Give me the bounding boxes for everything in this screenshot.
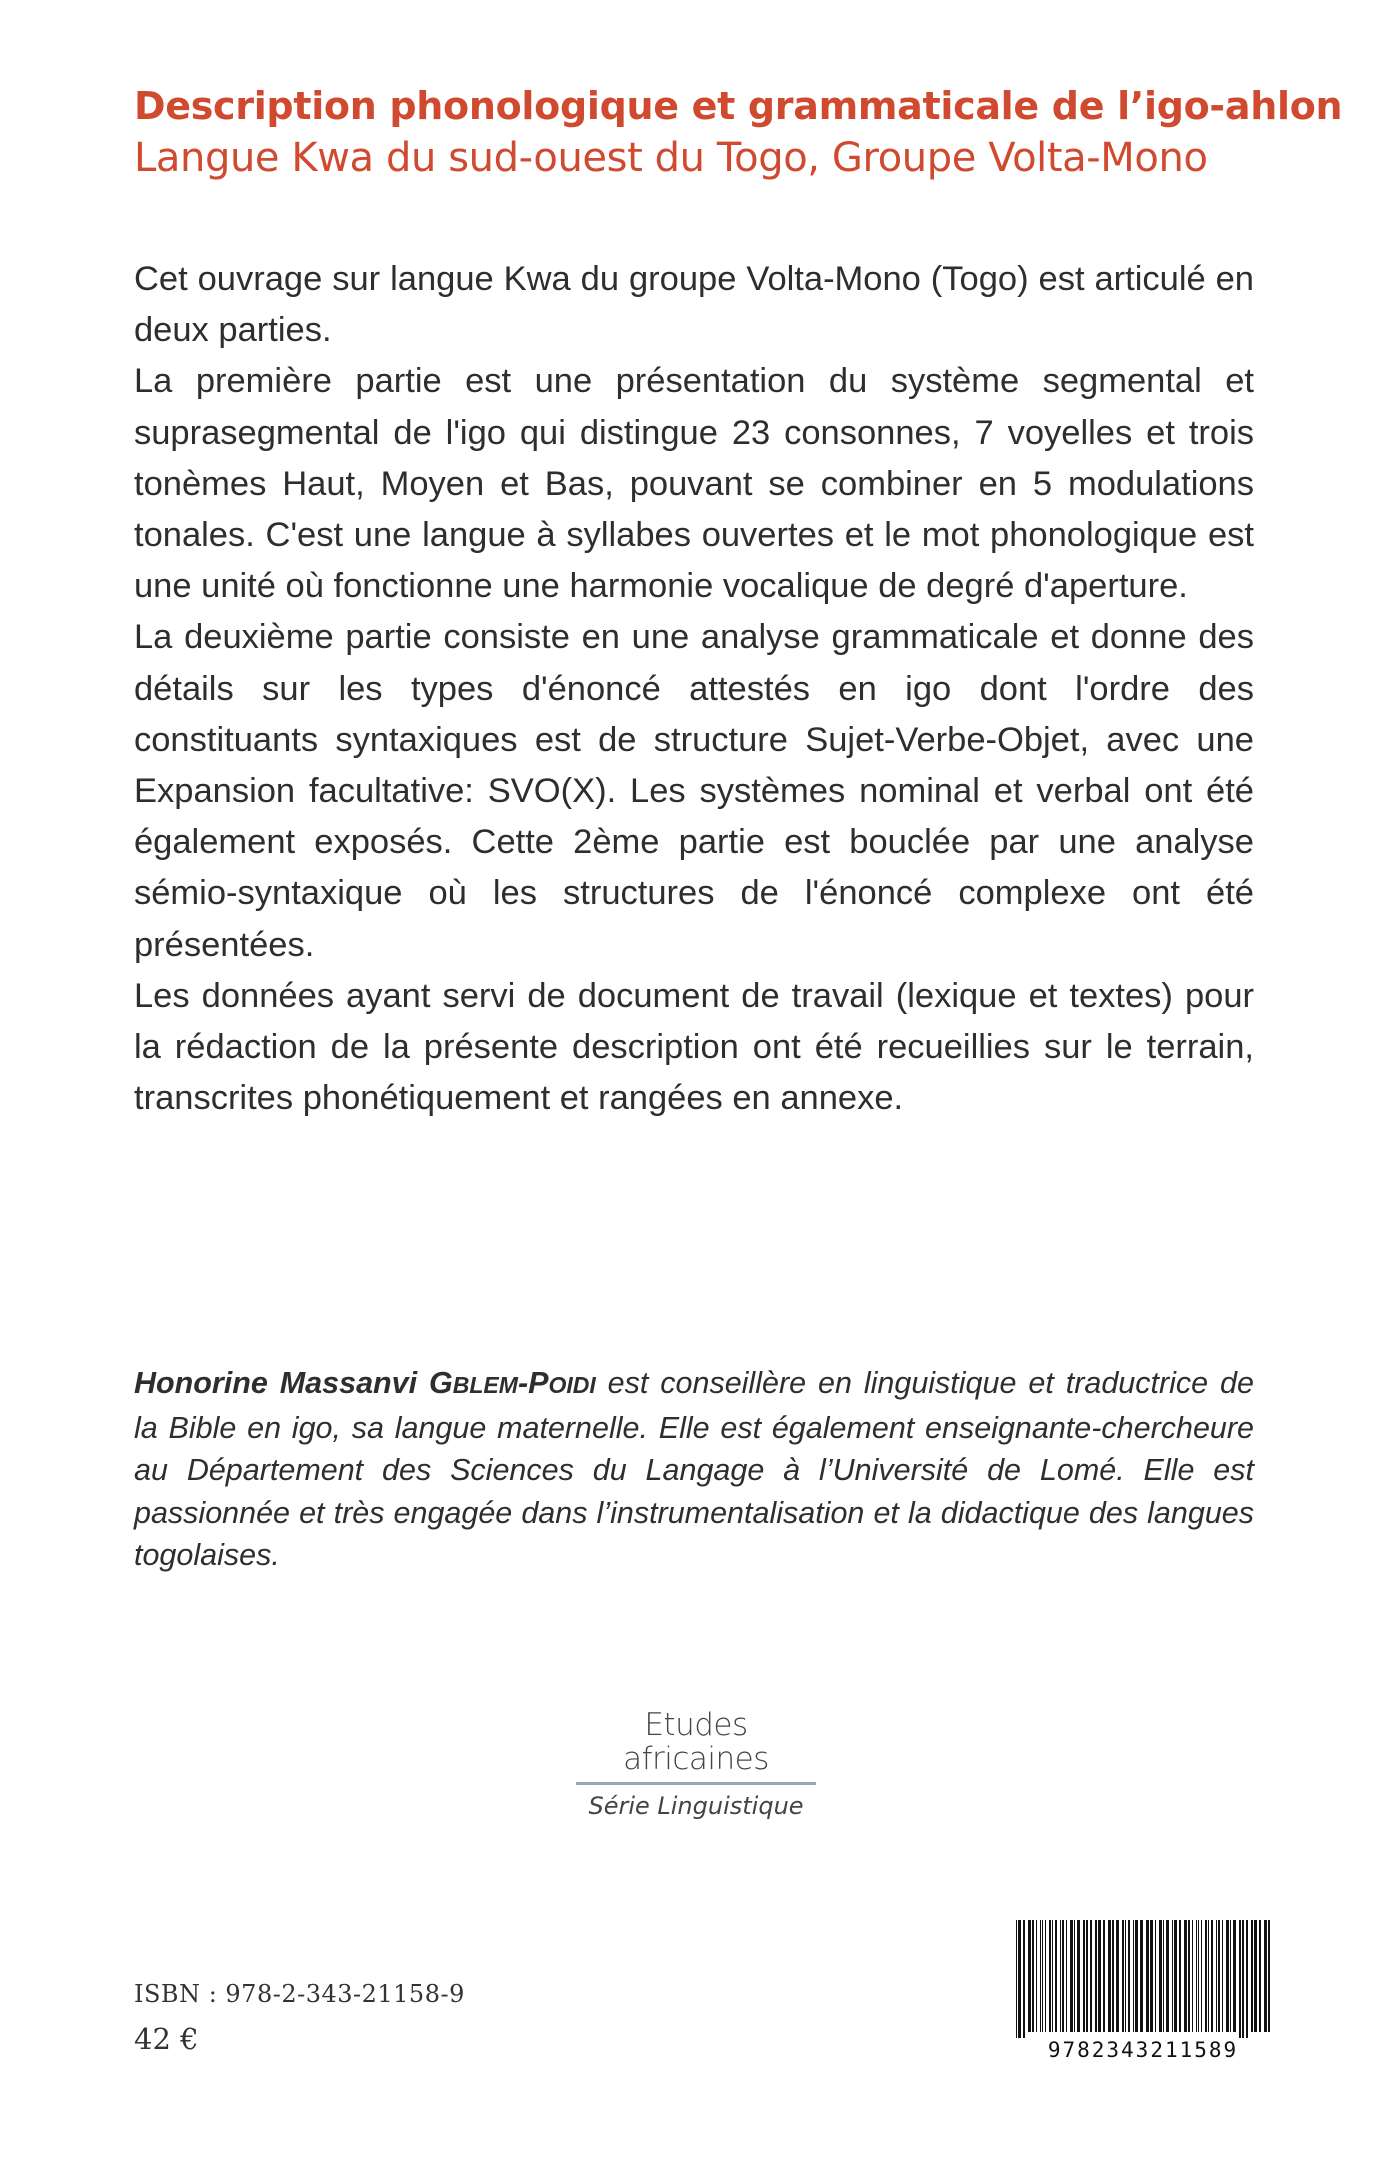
barcode-bar (1128, 1920, 1130, 2032)
barcode-bar (1032, 1920, 1034, 2032)
barcode-bar (1103, 1920, 1105, 2032)
barcode-bar (1198, 1920, 1199, 2032)
barcode-bar (1226, 1920, 1229, 2032)
barcode-bar (1233, 1920, 1236, 2032)
barcode-bar (1133, 1920, 1134, 2032)
barcode-bar (1264, 1920, 1267, 2032)
barcode-bar (1042, 1920, 1043, 2032)
barcode (1010, 1920, 1276, 2060)
title-block (134, 84, 1343, 182)
barcode-bar (1166, 1920, 1169, 2032)
summary-paragraph: La première partie est une présentation du système segmental et suprasegmental de l'igo qui distingue 23 consonnes, 7 voyelles et trois tonèmes Haut, Moyen et Bas, pouvant se combiner en 5 modulations tonales. C'est une langue à syllabes ouvertes et le mot phonologique est une unité où fonctionne une harmonie vocalique de degré d'aperture. (134, 362, 1254, 606)
summary-paragraph: Les données ayant servi de document de travail (lexique et textes) pour la rédaction de la présente description ont été recueillies sur le terrain, transcrites phonétiquement et rangées en annexe. (134, 976, 1254, 1118)
barcode-bar (1016, 1920, 1017, 2038)
barcode-bar (1108, 1920, 1111, 2032)
barcode-bar (1146, 1920, 1149, 2032)
barcode-bar (1049, 1920, 1051, 2032)
barcode-bar (1066, 1920, 1067, 2032)
book-title: Description phonologique et grammaticale de l’igo-ahlon (134, 84, 1343, 128)
barcode-bar (1140, 1920, 1143, 2032)
author-given-name: Honorine Massanvi (134, 1366, 430, 1400)
barcode-bar (1192, 1920, 1193, 2032)
barcode-bar (1062, 1920, 1064, 2032)
barcode-bar (1074, 1920, 1075, 2032)
barcode-bars (1010, 1920, 1276, 2038)
barcode-bar (1052, 1920, 1053, 2032)
series-name: Etudes africaines (623, 1707, 769, 1778)
price: 42 € (134, 2022, 199, 2056)
author-surname-initial: G (429, 1366, 453, 1400)
barcode-bar (1159, 1920, 1162, 2032)
barcode-bar (1122, 1920, 1124, 2032)
barcode-bar (1116, 1920, 1119, 2032)
barcode-bar (1028, 1920, 1031, 2032)
barcode-bar (1040, 1920, 1041, 2032)
bio-text: est conseillère en linguistique et traductrice de la Bible en igo, sa langue maternelle. Elle est également enseignante-chercheure au Département des Sciences du Langage à l’Université de Lomé. Elle est passionnée et très engagée dans l’instrumentalisation et la didactique des langues togolaises. (134, 1366, 1254, 1572)
author-surname-part: OIDI (548, 1372, 596, 1398)
barcode-bar (1211, 1920, 1213, 2032)
barcode-bar (1112, 1920, 1114, 2032)
series-divider (576, 1782, 816, 1785)
barcode-bar (1216, 1920, 1217, 2032)
barcode-bar (1218, 1920, 1220, 2032)
barcode-bar (1036, 1920, 1037, 2032)
author-bio (134, 1362, 1254, 1577)
author-surname-initial: P (528, 1366, 549, 1400)
series-subtitle: Série Linguistique (588, 1792, 804, 1821)
barcode-bar (1070, 1920, 1073, 2032)
barcode-bar (1259, 1920, 1261, 2032)
barcode-bar (1135, 1920, 1138, 2032)
barcode-bar (1246, 1920, 1248, 2038)
barcode-bar (1222, 1920, 1223, 2032)
barcode-bar (1018, 1920, 1021, 2038)
author-surname-part: BLEM (452, 1372, 518, 1398)
summary (134, 254, 1254, 1124)
barcode-bar (1155, 1920, 1156, 2032)
barcode-bar (1045, 1920, 1046, 2032)
barcode-bar (1163, 1920, 1164, 2032)
barcode-bar (1023, 1920, 1025, 2038)
book-subtitle: Langue Kwa du sud-ouest du Togo, Groupe Volta-Mono (134, 134, 1208, 181)
barcode-number: 9782343211589 (1047, 2038, 1239, 2062)
barcode-bar (1208, 1920, 1209, 2032)
barcode-bar (1205, 1920, 1207, 2032)
barcode-bar (1242, 1920, 1244, 2038)
barcode-bar (1095, 1920, 1097, 2032)
barcode-bar (1268, 1920, 1270, 2032)
barcode-bar (1125, 1920, 1126, 2032)
barcode-bar (1251, 1920, 1253, 2032)
barcode-bar (1174, 1920, 1177, 2032)
author-name (134, 1366, 596, 1400)
author-surname-separator: - (517, 1366, 529, 1400)
summary-paragraph: La deuxième partie consiste en une analyse grammaticale et donne des détails sur les types d'énoncé attestés en igo dont l'ordre des constituants syntaxiques est de structure Sujet-Verbe-Objet, avec une Expansion facultative: SVO(X). Les systèmes nominal et verbal ont été également exposés. Cette 2ème partie est bouclée par une analyse sémio-syntaxique où les structures de l'énoncé complexe ont été présentées. (134, 618, 1254, 964)
barcode-bar (1083, 1920, 1085, 2032)
barcode-bar (1201, 1920, 1202, 2032)
barcode-bar (1196, 1920, 1197, 2032)
barcode-bar (1230, 1920, 1231, 2032)
barcode-bar (1098, 1920, 1101, 2032)
barcode-bar (1055, 1920, 1057, 2032)
isbn: ISBN : 978-2-343-21158-9 (134, 1980, 465, 2008)
summary-paragraph: Cet ouvrage sur langue Kwa du groupe Volta-Mono (Togo) est articulé en deux parties. (134, 260, 1254, 350)
barcode-bar (1090, 1920, 1092, 2032)
barcode-bar (1184, 1920, 1187, 2032)
barcode-bar (1172, 1920, 1173, 2032)
barcode-bar (1060, 1920, 1061, 2032)
barcode-bar (1150, 1920, 1153, 2032)
barcode-bar (1077, 1920, 1080, 2032)
barcode-bar (1188, 1920, 1190, 2032)
barcode-bar (1254, 1920, 1257, 2032)
series-logo (576, 1708, 816, 1820)
barcode-bar (1179, 1920, 1181, 2032)
barcode-bar (1239, 1920, 1241, 2038)
barcode-bar (1086, 1920, 1088, 2032)
